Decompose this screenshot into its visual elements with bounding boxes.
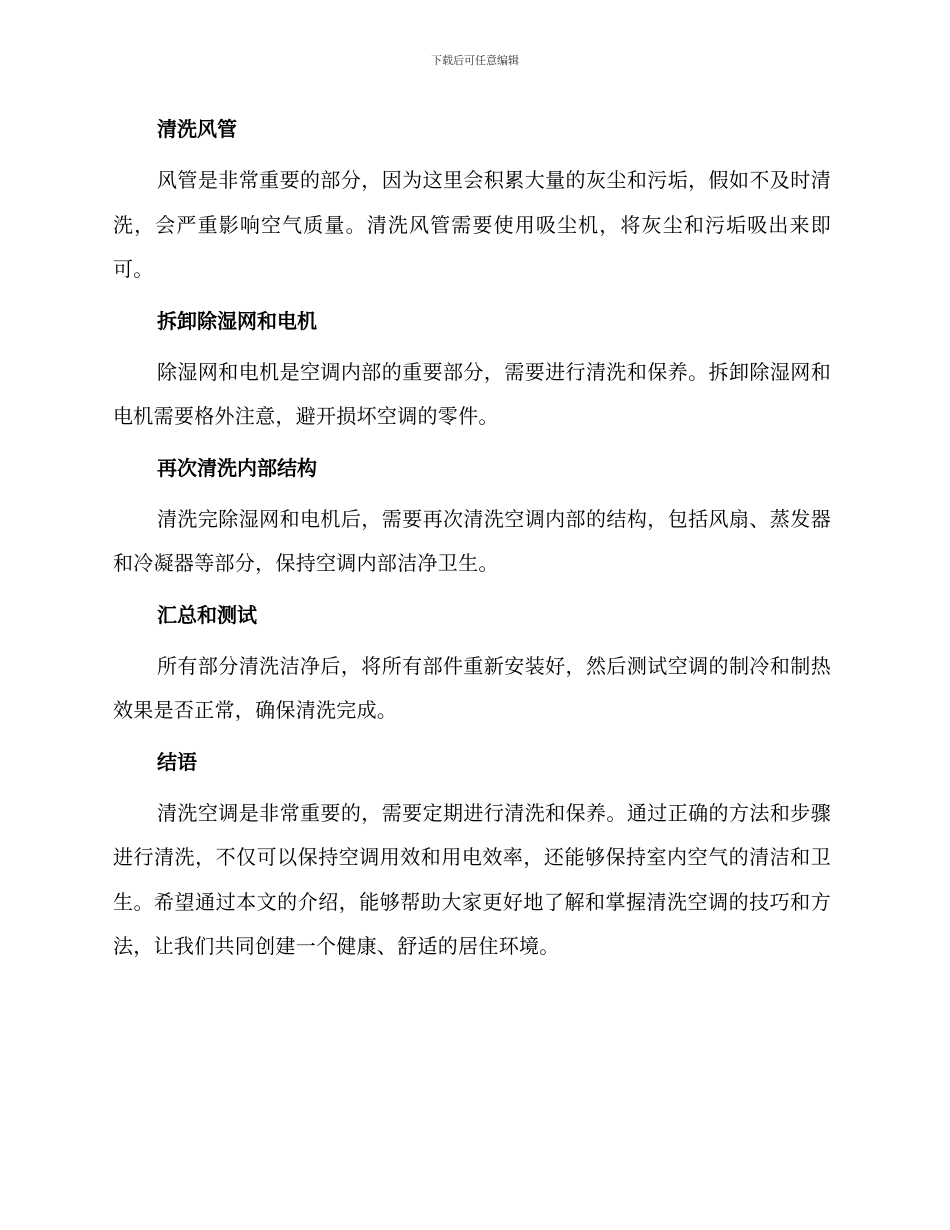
section-body-clean-duct: 风管是非常重要的部分，因为这里会积累大量的灰尘和污垢，假如不及时清洗，会严重影响空气质量。清洗风管需要使用吸尘机，将灰尘和污垢吸出来即可。 [113, 168, 831, 281]
section-body-summary-test: 所有部分清洗洁净后，将所有部件重新安装好，然后测试空调的制冷和制热效果是否正常，确保清洗完成。 [113, 653, 831, 722]
section-body-conclusion: 清洗空调是非常重要的，需要定期进行清洗和保养。通过正确的方法和步骤进行清洗，不仅可以保持空调用效和用电效率，还能够保持室内空气的清洁和卫生。希望通过本文的介绍，能够帮助大家更好地了解和掌握清洗空调的技巧和方法，让我们共同创建一个健康、舒适的居住环境。 [113, 800, 831, 958]
page-header-note: 下载后可任意编辑 [431, 54, 519, 67]
section-heading-conclusion: 结语 [157, 749, 197, 774]
section-heading-remove-dehumidifier: 拆卸除湿网和电机 [157, 308, 317, 333]
document-content [113, 110, 831, 983]
section-body-reclean-interior: 清洗完除湿网和电机后，需要再次清洗空调内部的结构，包括风扇、蒸发器和冷凝器等部分，保持空调内部洁净卫生。 [113, 506, 831, 575]
section-heading-reclean-interior: 再次清洗内部结构 [157, 455, 317, 480]
section-heading-clean-duct: 清洗风管 [157, 117, 237, 141]
section-body-remove-dehumidifier: 除湿网和电机是空调内部的重要部分，需要进行清洗和保养。拆卸除湿网和电机需要格外注意，避开损坏空调的零件。 [113, 359, 831, 428]
section-heading-summary-test: 汇总和测试 [157, 602, 257, 627]
